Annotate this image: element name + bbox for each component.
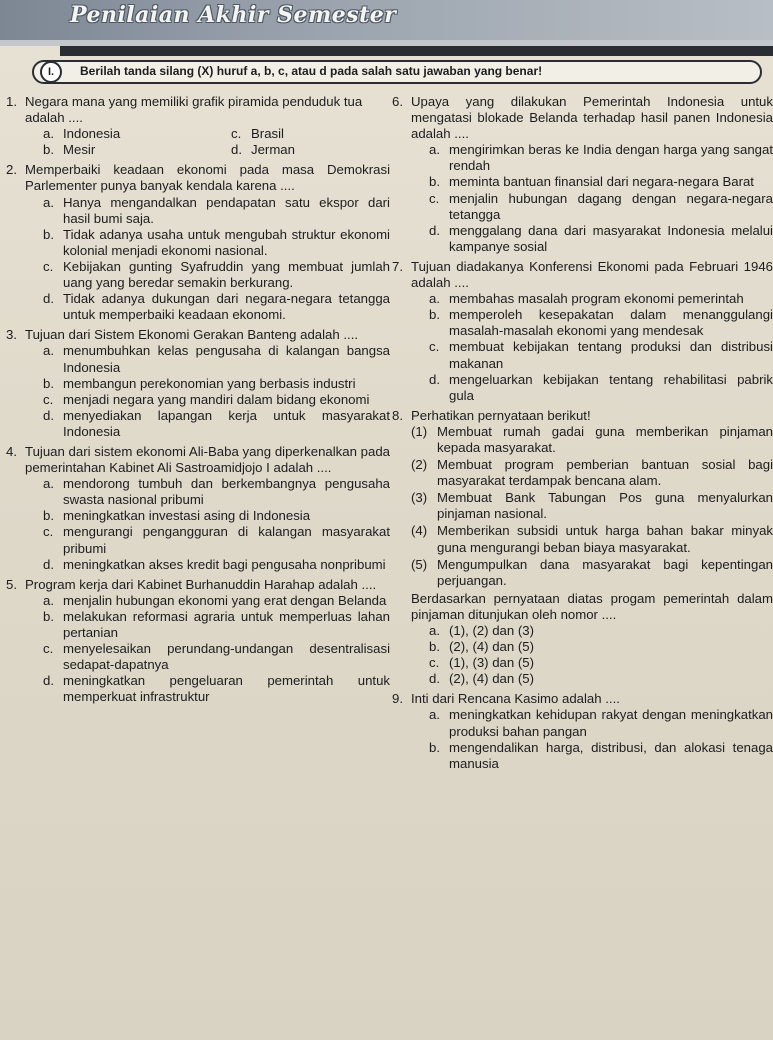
statement-text: Membuat Bank Tabungan Pos guna menyalurkan pinjaman nasional. — [437, 490, 773, 522]
option-letter: b. — [429, 307, 440, 323]
option-text: mengirimkan beras ke India dengan harga yang sangat rendah — [449, 142, 773, 174]
statement-3 — [411, 490, 773, 522]
question-9 — [392, 691, 773, 771]
option-b[interactable] — [429, 740, 773, 772]
header-dark-band — [60, 46, 773, 56]
option-b[interactable] — [43, 376, 390, 392]
statement-number: (2) — [411, 457, 428, 473]
statement-number: (4) — [411, 523, 428, 539]
option-text: Kebijakan gunting Syafruddin yang membuat jumlah uang yang beredar semakin berkurang. — [63, 258, 390, 291]
option-letter: c. — [43, 524, 54, 540]
question-closing: Berdasarkan pernyataan diatas progam pemerintah dalam pinjaman ditunjukan oleh nomor .... — [411, 590, 773, 622]
option-letter: c. — [231, 126, 242, 142]
question-text: Tujuan dari sistem ekonomi Ali-Baba yang diperkenalkan pada pemerintahan Kabinet Ali Sastroamidjojo I adalah .... — [25, 443, 390, 476]
question-1 — [6, 94, 390, 158]
option-letter: a. — [43, 343, 54, 359]
option-letter: d. — [429, 671, 440, 687]
question-number: 2. — [6, 162, 17, 178]
options-row — [25, 126, 390, 142]
option-letter: a. — [429, 291, 440, 307]
option-letter: b. — [429, 174, 440, 190]
option-text: Mesir — [63, 142, 96, 158]
option-text: (1), (3) dan (5) — [449, 655, 535, 671]
question-number: 5. — [6, 576, 17, 592]
option-c[interactable] — [429, 191, 773, 223]
question-8 — [392, 408, 773, 688]
option-text: meningkatkan kehidupan rakyat dengan meningkatkan produksi bahan pangan — [449, 707, 773, 739]
option-letter: d. — [429, 371, 440, 387]
option-b[interactable] — [429, 639, 773, 655]
question-3 — [6, 327, 390, 440]
option-a[interactable] — [429, 142, 773, 174]
option-c[interactable] — [43, 641, 390, 673]
option-text: menyediakan lapangan kerja untuk masyarakat Indonesia — [63, 407, 390, 439]
option-letter: d. — [43, 673, 54, 689]
page-title: Penilaian Akhir Semester — [70, 2, 397, 28]
question-text: Memperbaiki keadaan ekonomi pada masa Demokrasi Parlementer punya banyak kendala karena .... — [25, 162, 390, 194]
option-letter: d. — [429, 222, 440, 238]
option-text: Tidak adanya dukungan dari negara-negara tetangga untuk memperbaiki keadaan ekonomi. — [63, 291, 390, 323]
question-text: Negara mana yang memiliki grafik piramida penduduk tua adalah .... — [25, 94, 363, 126]
option-text: Indonesia — [63, 126, 121, 142]
header-banner — [0, 0, 773, 40]
option-text: membangun perekonomian yang berbasis industri — [63, 375, 356, 391]
option-d[interactable] — [429, 223, 773, 255]
question-text: Tujuan dari Sistem Ekonomi Gerakan Banteng adalah .... — [25, 327, 359, 343]
option-b[interactable] — [429, 307, 773, 339]
question-number: 8. — [392, 407, 403, 423]
option-a[interactable] — [429, 623, 773, 639]
statement-5 — [411, 557, 773, 589]
option-a[interactable] — [429, 707, 773, 739]
option-text: menjalin hubungan dagang dengan negara-negara tetangga — [449, 190, 773, 222]
option-text: Brasil — [251, 126, 284, 142]
option-text: mengeluarkan kebijakan tentang rehabilitasi pabrik gula — [449, 371, 773, 403]
question-number: 7. — [392, 258, 403, 274]
question-6 — [392, 94, 773, 255]
option-text: menyelesaikan perundang-undangan desentralisasi sedapat-dapatnya — [63, 641, 390, 673]
option-text: membahas masalah program ekonomi pemerintah — [449, 291, 744, 307]
option-c[interactable] — [43, 524, 390, 556]
option-letter: b. — [43, 375, 54, 391]
option-text: membuat kebijakan tentang produksi dan distribusi makanan — [449, 339, 773, 371]
option-text: menggalang dana dari masyarakat Indonesia melalui kampanye sosial — [449, 222, 773, 254]
option-d[interactable] — [43, 291, 390, 323]
option-d[interactable] — [231, 142, 295, 158]
question-number: 1. — [6, 94, 17, 109]
option-letter: d. — [43, 407, 54, 423]
option-c[interactable] — [231, 126, 284, 142]
question-7 — [392, 259, 773, 404]
question-text: Tujuan diadakanya Konferensi Ekonomi pada Februari 1946 adalah .... — [411, 258, 773, 291]
question-number: 4. — [6, 443, 17, 459]
statement-2 — [411, 457, 773, 489]
option-text: menjalin hubungan ekonomi yang erat dengan Belanda — [63, 592, 387, 608]
section-instruction: Berilah tanda silang (X) huruf a, b, c, atau d pada salah satu jawaban yang benar! — [80, 64, 543, 78]
option-letter: a. — [43, 126, 54, 142]
question-text: Perhatikan pernyataan berikut! — [411, 407, 591, 423]
statement-number: (1) — [411, 423, 428, 439]
option-letter: c. — [43, 391, 54, 407]
option-text: Hanya mengandalkan pendapatan satu ekspor dari hasil bumi saja. — [63, 194, 390, 226]
option-d[interactable] — [429, 372, 773, 404]
statement-4 — [411, 523, 773, 555]
question-5 — [6, 577, 390, 706]
option-text: (2), (4) dan (5) — [449, 671, 535, 687]
option-letter: a. — [43, 476, 54, 492]
option-text: mengurangi pengangguran di kalangan masyarakat pribumi — [63, 524, 390, 556]
option-text: mendorong tumbuh dan berkembangnya pengusaha swasta nasional pribumi — [63, 476, 390, 508]
option-text: mengendalikan harga, distribusi, dan alokasi tenaga manusia — [449, 739, 773, 771]
option-c[interactable] — [429, 655, 773, 671]
option-d[interactable] — [43, 408, 390, 440]
option-letter: c. — [429, 190, 440, 206]
question-number: 3. — [6, 327, 17, 343]
option-text: meningkatkan pengeluaran pemerintah untuk memperkuat infrastruktur — [63, 673, 390, 705]
option-letter: c. — [429, 339, 440, 355]
option-letter: b. — [429, 639, 440, 655]
option-letter: b. — [43, 608, 54, 624]
option-a[interactable] — [429, 291, 773, 307]
option-a[interactable] — [43, 195, 390, 227]
option-c[interactable] — [43, 259, 390, 291]
option-letter: a. — [429, 623, 440, 638]
option-text: meningkatkan akses kredit bagi pengusaha nonpribumi — [63, 556, 386, 572]
option-text: (2), (4) dan (5) — [449, 639, 535, 655]
option-c[interactable] — [429, 339, 773, 371]
statement-text: Mengumpulkan dana masyarakat bagi kepentingan perjuangan. — [437, 556, 773, 588]
option-text: melakukan reformasi agraria untuk memperluas lahan pertanian — [63, 608, 390, 640]
right-column — [392, 94, 773, 776]
option-letter: a. — [429, 707, 440, 723]
option-a[interactable] — [43, 476, 390, 508]
option-d[interactable] — [43, 557, 390, 573]
option-text: (1), (2) dan (3) — [449, 623, 535, 638]
statement-text: Membuat rumah gadai guna memberikan pinjaman kepada masyarakat. — [437, 423, 773, 455]
option-letter: b. — [43, 226, 54, 242]
option-a[interactable] — [43, 126, 213, 142]
question-number: 6. — [392, 94, 403, 109]
option-b[interactable] — [429, 174, 773, 190]
option-a[interactable] — [43, 593, 390, 609]
question-2 — [6, 162, 390, 323]
option-text: Tidak adanya usaha untuk mengubah struktur ekonomi kolonial menjadi ekonomi nasional. — [63, 226, 390, 258]
option-text: meminta bantuan finansial dari negara-negara Barat — [449, 174, 754, 190]
left-column — [6, 94, 390, 709]
question-number: 9. — [392, 691, 403, 707]
option-letter: c. — [43, 258, 54, 274]
option-letter: d. — [231, 142, 242, 158]
option-letter: a. — [43, 194, 54, 210]
statement-number: (5) — [411, 556, 428, 572]
option-b[interactable] — [43, 142, 213, 158]
option-text: menumbuhkan kelas pengusaha di kalangan bangsa Indonesia — [63, 343, 390, 375]
option-b[interactable] — [43, 508, 390, 524]
option-b[interactable] — [43, 227, 390, 259]
option-letter: b. — [43, 142, 54, 158]
question-4 — [6, 444, 390, 573]
option-c[interactable] — [43, 392, 390, 408]
option-text: memperoleh kesepakatan dalam menanggulangi masalah-masalah ekonomi yang mendesak — [449, 307, 773, 339]
option-text: Jerman — [251, 142, 295, 158]
option-letter: b. — [429, 739, 440, 755]
option-letter: d. — [43, 291, 54, 307]
statement-number: (3) — [411, 490, 428, 506]
option-text: meningkatkan investasi asing di Indonesia — [63, 508, 311, 524]
option-letter: c. — [43, 641, 54, 657]
question-text: Upaya yang dilakukan Pemerintah Indonesia untuk mengatasi blokade Belanda terhadap hasil panen Indonesia adalah .... — [411, 94, 773, 142]
option-letter: d. — [43, 556, 54, 572]
option-letter: a. — [43, 592, 54, 608]
option-text: menjadi negara yang mandiri dalam bidang ekonomi — [63, 391, 370, 407]
option-a[interactable] — [43, 343, 390, 375]
option-d[interactable] — [43, 673, 390, 705]
statement-text: Memberikan subsidi untuk harga bahan bakar minyak guna mengurangi beban biaya masyarakat. — [437, 523, 773, 555]
statement-1 — [411, 424, 773, 456]
option-letter: c. — [429, 655, 440, 671]
option-d[interactable] — [429, 671, 773, 687]
section-number: I. — [40, 61, 62, 83]
question-text: Program kerja dari Kabinet Burhanuddin Harahap adalah .... — [25, 576, 377, 592]
option-letter: b. — [43, 508, 54, 524]
options-row — [25, 142, 390, 158]
statement-text: Membuat program pemberian bantuan sosial bagi masyarakat terdampak bencana alam. — [437, 457, 773, 489]
option-letter: a. — [429, 142, 440, 158]
option-b[interactable] — [43, 609, 390, 641]
question-text: Inti dari Rencana Kasimo adalah .... — [411, 691, 620, 707]
